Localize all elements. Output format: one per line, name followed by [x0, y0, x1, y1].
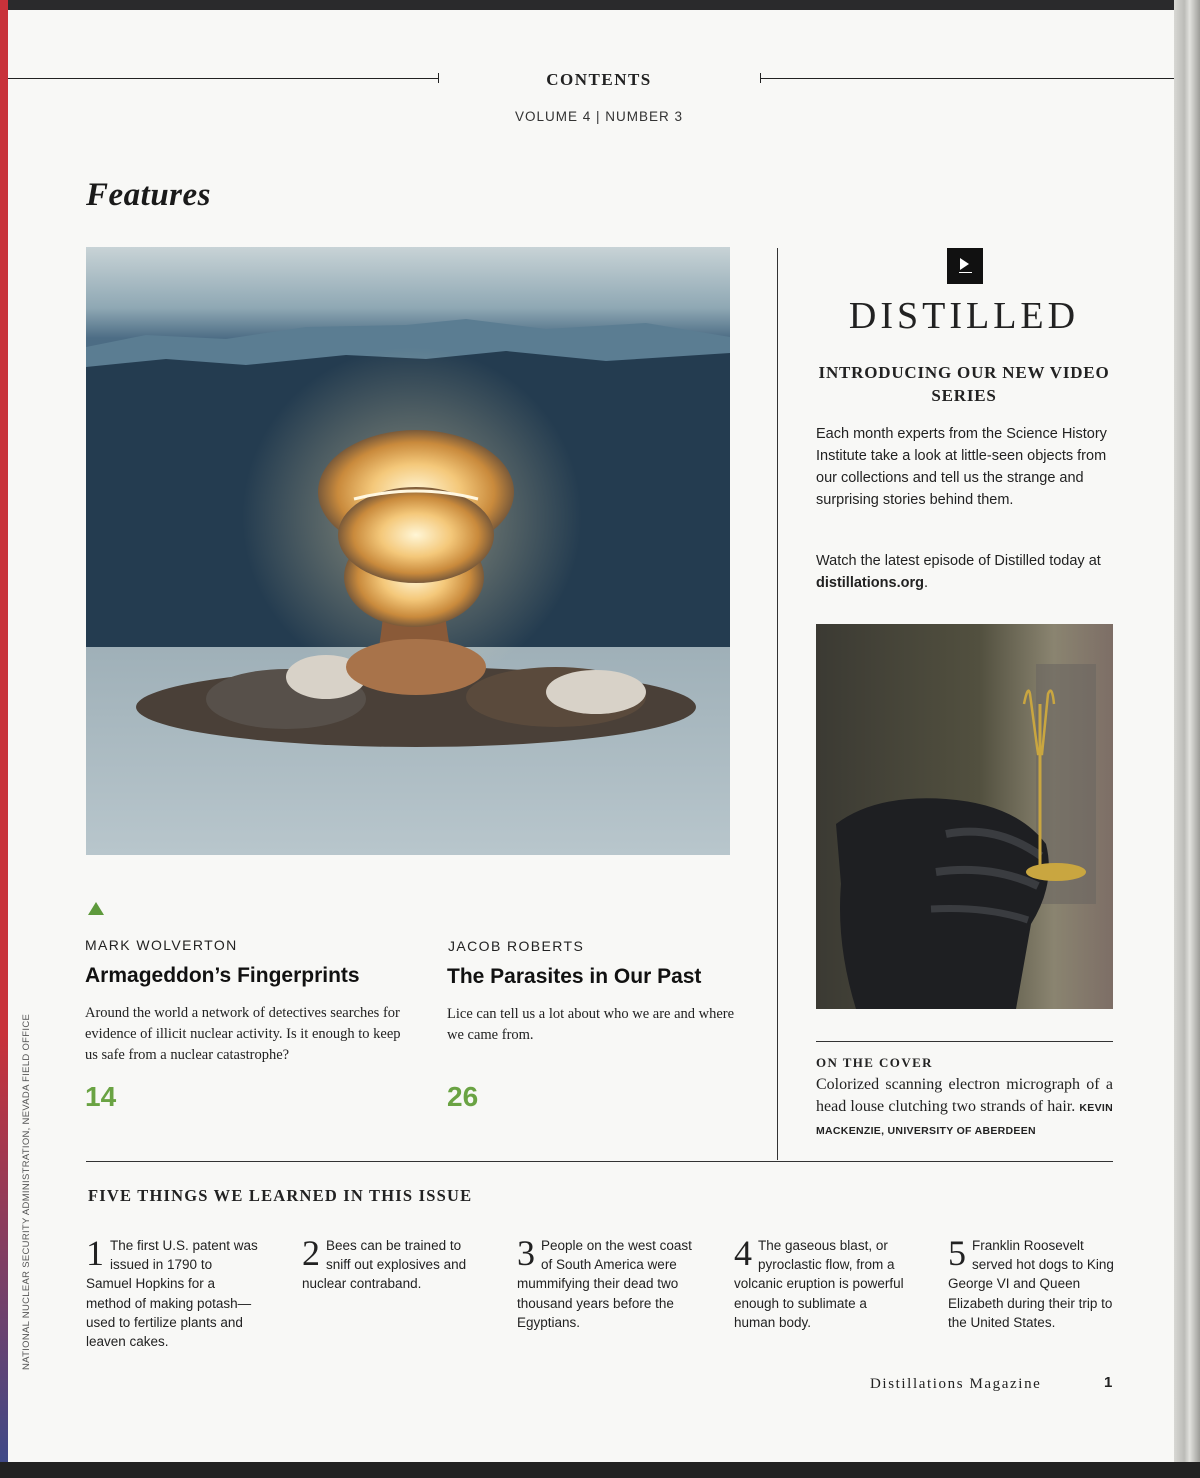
- cover-rule: [816, 1041, 1113, 1042]
- five-things-item: [86, 1233, 261, 1351]
- article-2-title[interactable]: The Parasites in Our Past: [447, 965, 702, 988]
- contents-heading: CONTENTS: [546, 70, 652, 89]
- item-text: The first U.S. patent was issued in 1790 to Samuel Hopkins for a method of making potash—used to fertilize plants and leaven cakes.: [86, 1238, 258, 1350]
- article-2-page-number: 26: [447, 1081, 479, 1112]
- five-things-heading: FIVE THINGS WE LEARNED IN THIS ISSUE: [88, 1186, 473, 1205]
- five-things-item: [302, 1233, 467, 1294]
- item-text: Franklin Roosevelt served hot dogs to King George VI and Queen Elizabeth during their trip to the United States.: [948, 1238, 1114, 1330]
- scanner-bed-edge: [0, 1462, 1200, 1478]
- article-1-blurb: Around the world a network of detectives searches for evidence of illicit nuclear activity. Is it enough to keep us safe from a nuclear catastrophe?: [85, 1005, 401, 1063]
- features-heading: Features: [86, 177, 212, 213]
- article-2-author: JACOB ROBERTS: [448, 938, 585, 954]
- cover-photo-credit: KEVIN MACKENZIE, UNIVERSITY OF ABERDEEN: [816, 1102, 1114, 1137]
- item-text: Bees can be trained to sniff out explosives and nuclear contraband.: [302, 1238, 467, 1292]
- item-text: The gaseous blast, or pyroclastic flow, from a volcanic eruption is powerful enough to sublimate a human body.: [734, 1238, 904, 1330]
- page-spine-edge: [0, 0, 8, 1478]
- distillations-link[interactable]: distillations.org: [816, 575, 924, 591]
- distilled-watch-line: Watch the latest episode of Distilled today at distillations.org.: [816, 553, 1101, 591]
- mushroom-cloud-photo: [86, 247, 730, 855]
- footer-magazine-name: Distillations Magazine: [870, 1376, 1042, 1392]
- on-the-cover-label: ON THE COVER: [816, 1055, 933, 1070]
- page-stack-edge: [1174, 0, 1200, 1478]
- item-number: 5: [948, 1233, 966, 1273]
- green-triangle-marker: [88, 902, 104, 915]
- item-number: 2: [302, 1233, 320, 1273]
- five-things-item: [734, 1233, 904, 1332]
- section-rule: [86, 1161, 1113, 1162]
- header-rule-right: [760, 78, 1174, 79]
- distilled-description: Each month experts from the Science History Institute take a look at little-seen objects from our collections and tell us the strange and surprising stories behind them.: [816, 426, 1107, 508]
- five-things-item: [948, 1233, 1116, 1332]
- cover-caption: Colorized scanning electron micrograph of a head louse clutching two strands of hair. KEVIN MACKENZIE, UNIVERSITY OF ABERDEEN: [816, 1076, 1114, 1137]
- gloved-hand-object-photo: [816, 624, 1113, 1009]
- article-2-blurb: Lice can tell us a lot about who we are and where we came from.: [447, 1006, 735, 1043]
- photo-credit-vertical: NATIONAL NUCLEAR SECURITY ADMINISTRATION, NEVADA FIELD OFFICE: [21, 1013, 32, 1370]
- distilled-title: DISTILLED: [848, 295, 1080, 337]
- footer-page-number: 1: [1104, 1374, 1113, 1391]
- article-1-author: MARK WOLVERTON: [85, 937, 238, 953]
- volume-number-line: VOLUME 4 | NUMBER 3: [514, 109, 684, 124]
- distilled-intro-heading: INTRODUCING OUR NEW VIDEO SERIES: [818, 363, 1110, 405]
- item-number: 1: [86, 1233, 104, 1273]
- column-divider: [777, 248, 778, 1160]
- article-1-page-number: 14: [85, 1081, 117, 1112]
- five-things-item: [517, 1233, 695, 1332]
- article-1-title[interactable]: Armageddon’s Fingerprints: [85, 964, 360, 987]
- header-rule-left: [8, 78, 438, 79]
- play-video-icon: [947, 248, 983, 284]
- magazine-page: [8, 10, 1174, 1462]
- item-number: 4: [734, 1233, 752, 1273]
- item-text: People on the west coast of South America were mummifying their dead two thousand years before the Egyptians.: [517, 1238, 692, 1330]
- item-number: 3: [517, 1233, 535, 1273]
